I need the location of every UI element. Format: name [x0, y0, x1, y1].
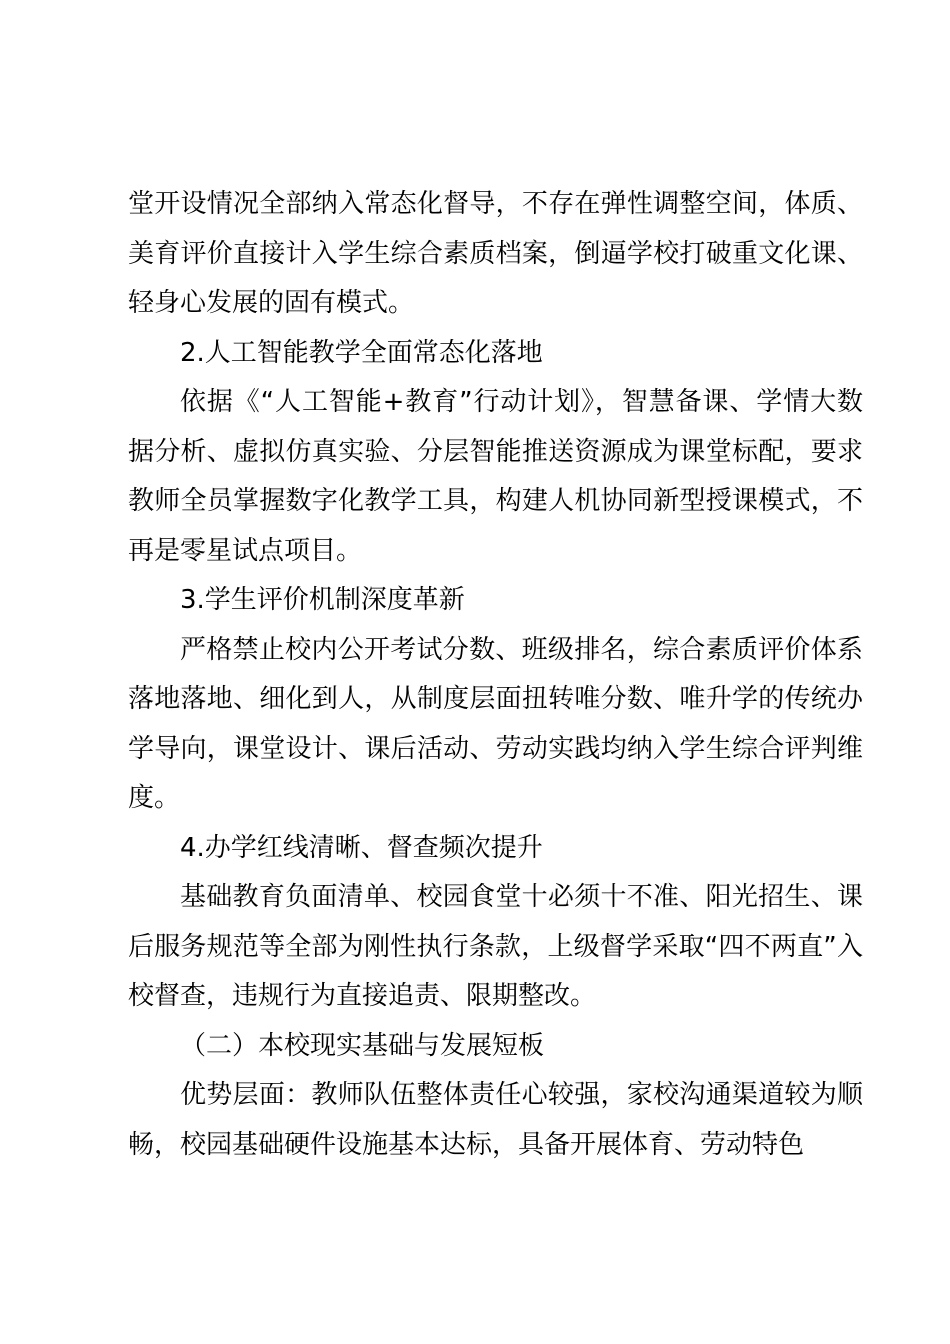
paragraph-student-evaluation: 严格禁止校内公开考试分数、班级排名，综合素质评价体系落地落地、细化到人，从制度层面扭转唯分数、唯升学的传统办学导向，课堂设计、课后活动、劳动实践均纳入学生综合评判维度。 — [128, 634, 863, 813]
paragraph-red-lines: 基础教育负面清单、校园食堂十必须十不准、阳光招生、课后服务规范等全部为刚性执行条款，上级督学采取“四不两直”入校督查，违规行为直接追责、限期整改。 — [128, 882, 863, 1011]
paragraph-continuation: 堂开设情况全部纳入常态化督导，不存在弹性调整空间，体质、美育评价直接计入学生综合素质档案，倒逼学校打破重文化课、轻身心发展的固有模式。 — [128, 189, 863, 318]
section-heading-3: 3.学生评价机制深度革新 — [180, 585, 465, 615]
section-heading-school-basis: （二）本校现实基础与发展短板 — [180, 1030, 545, 1061]
section-heading-2: 2.人工智能教学全面常态化落地 — [180, 337, 543, 368]
document-body — [128, 180, 863, 1170]
paragraph-ai-teaching: 依据《“人工智能+教育”行动计划》，智慧备课、学情大数据分析、虚拟仿真实验、分层智能推送资源成为课堂标配，要求教师全员掌握数字化教学工具，构建人机协同新型授课模式，不再是零星试点项目。 — [128, 387, 863, 566]
section-heading-4: 4.办学红线清晰、督查频次提升 — [180, 832, 543, 863]
paragraph-strengths: 优势层面：教师队伍整体责任心较强，家校沟通渠道较为顺畅，校园基础硬件设施基本达标，具备开展体育、劳动特色 — [128, 1080, 863, 1160]
